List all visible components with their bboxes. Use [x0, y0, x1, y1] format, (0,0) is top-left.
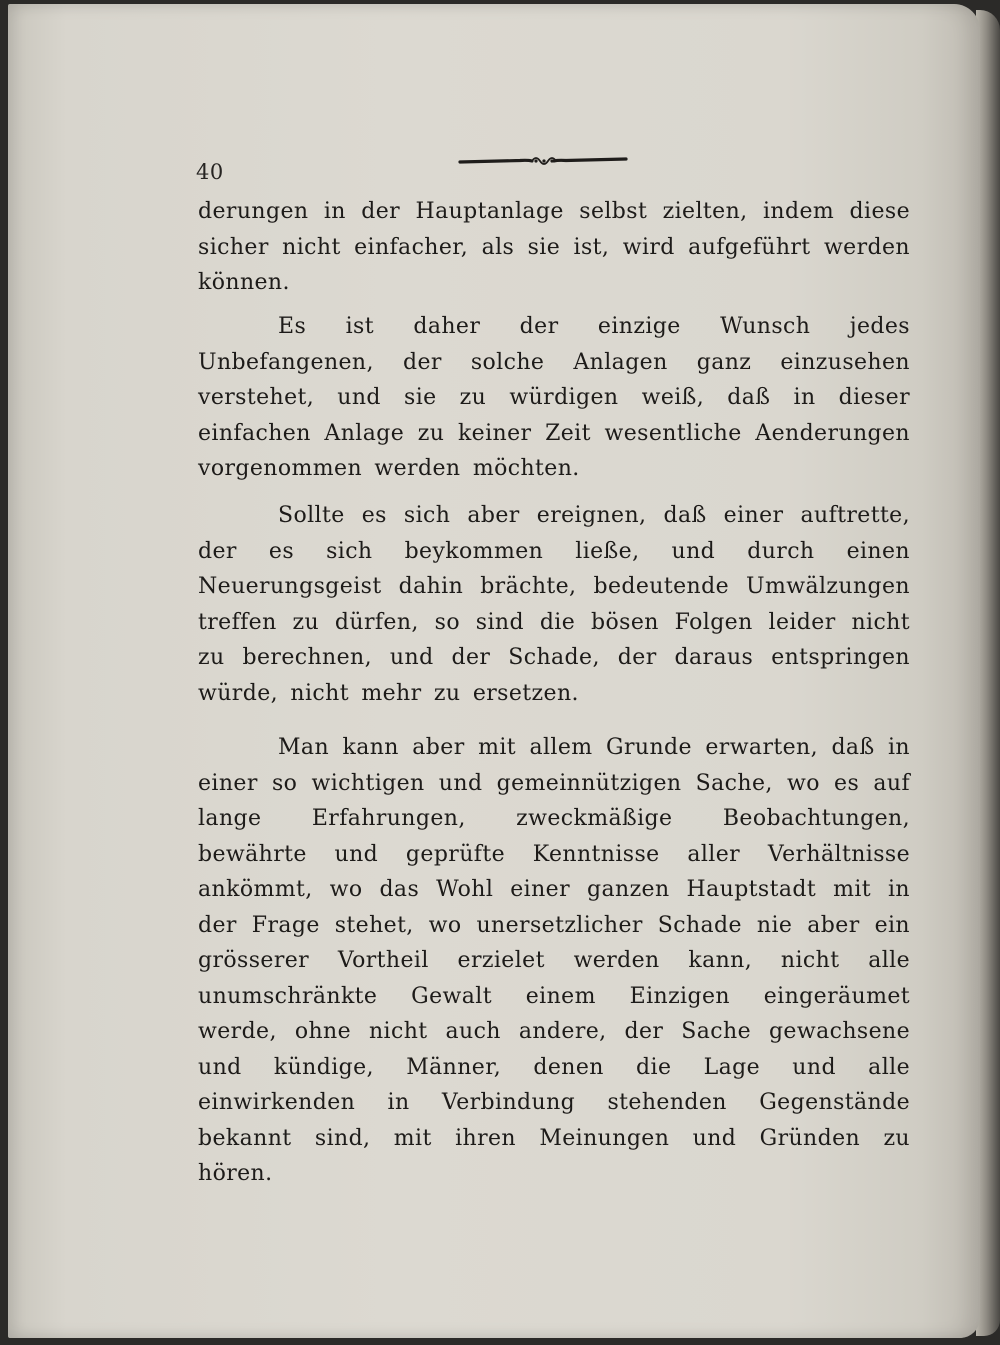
paragraph-3-text: Sollte es sich aber ereignen, daß einer auftrette, der es sich beykommen ließe, und durch einen Neuerungsgeist dahin brächte, bedeutende Umwälzungen treffen zu dürfen, so sind die bösen Folgen leider nicht zu berechnen, und der Schade, der daraus entspringen würde, nicht mehr zu ersetzen.	[198, 503, 910, 706]
header-rule-ornament-icon	[458, 150, 628, 172]
paragraph-3	[198, 498, 910, 711]
paragraph-1-text: derungen in der Hauptanlage selbst zielten, indem diese sicher nicht einfacher, als sie ist, wird aufgeführt werden können.	[198, 199, 910, 295]
paragraph-4-text: Man kann aber mit allem Grunde erwarten, daß in einer so wichtigen und gemeinnützigen Sache, wo es auf lange Erfahrungen, zweckmäßige Beobachtungen, bewährte und geprüfte Kenntnisse aller Verhältnisse ankömmt, wo das Wohl einer ganzen Hauptstadt mit in der Frage stehet, wo unersetzlicher Schade nie aber ein grösserer Vortheil erzielet werden kann, nicht alle unumschränkte Gewalt einem Einzigen eingeräumet werde, ohne nicht auch andere, der Sache gewachsene und kündige, Männer, denen die Lage und alle einwirkenden in Verbindung stehenden Gegenstände bekannt sind, mit ihren Meinungen und Gründen zu hören.	[198, 735, 910, 1186]
paragraph-4	[198, 730, 910, 1192]
paragraph-2-text: Es ist daher der einzige Wunsch jedes Unbefangenen, der solche Anlagen ganz einzusehen verstehet, und sie zu würdigen weiß, daß in dieser einfachen Anlage zu keiner Zeit wesentliche Aenderungen vorgenommen werden möchten.	[198, 314, 910, 481]
paragraph-2	[198, 309, 910, 487]
paragraph-1	[198, 194, 910, 301]
page-number: 40	[196, 160, 224, 184]
